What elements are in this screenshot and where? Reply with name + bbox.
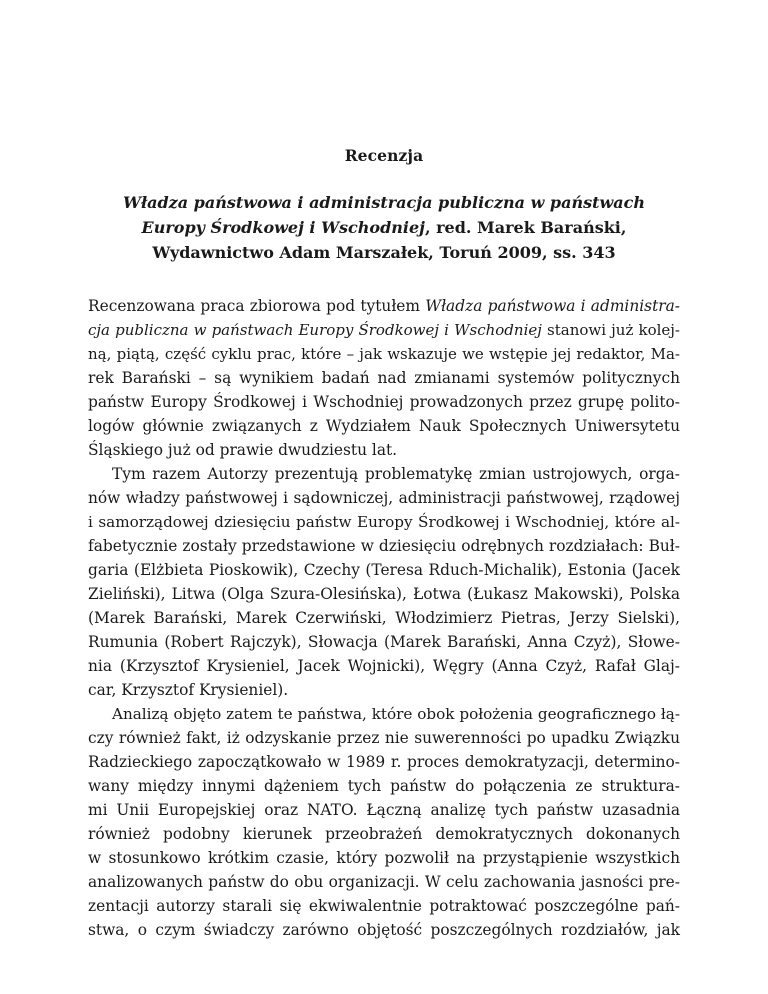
- review-body: [88, 294, 680, 942]
- p3-line-6: również podobny kierunek przeobrażeń demokratycznych dokonanych: [88, 825, 680, 843]
- p2-line-8: Rumunia (Robert Rajczyk), Słowacja (Marek Barański, Anna Czyż), Słowe-: [88, 633, 680, 651]
- document-page: [88, 0, 680, 994]
- p1-line-1: [88, 294, 680, 318]
- p2-line-7: (Marek Barański, Marek Czerwiński, Włodzimierz Pietras, Jerzy Sielski),: [88, 609, 680, 627]
- p2-line-5: garia (Elżbieta Pioskowik), Czechy (Teresa Rduch-Michalik), Estonia (Jacek: [88, 561, 680, 579]
- book-publisher-line: Wydawnictwo Adam Marszałek, Toruń 2009, ss. 343: [152, 243, 616, 262]
- p3-line-3: Radzieckiego zapoczątkowało w 1989 r. proces demokratyzacji, determino-: [88, 753, 680, 771]
- p2-line-1: Tym razem Autorzy prezentują problematykę zmian ustrojowych, orga-: [112, 465, 680, 483]
- p3-line-9: zentacji autorzy starali się ekwiwalentnie potraktować poszczególne pań-: [88, 897, 680, 915]
- p1-line-3: ną, piątą, część cyklu prac, które – jak wskazuje we wstępie jej redaktor, Ma-: [88, 345, 680, 363]
- p1-line-2-text: stanowi już kolej-: [541, 321, 681, 339]
- p1-line-4: rek Barański – są wynikiem badań nad zmianami systemów politycznych: [88, 369, 680, 387]
- p3-line-2: czy również fakt, iż odzyskanie przez nie suwerenności po upadku Związku: [88, 729, 680, 747]
- p3-line-4: wany między innymi dążeniem tych państw do połączenia ze struktura-: [88, 777, 680, 795]
- p2-line-6: Zieliński), Litwa (Olga Szura-Olesińska), Łotwa (Łukasz Makowski), Polska: [88, 585, 680, 603]
- p2-line-4: fabetycznie zostały przedstawione w dziesięciu odrębnych rozdziałach: Buł-: [88, 537, 680, 555]
- book-editor: , red. Marek Barański,: [424, 218, 627, 237]
- p2-line-2: nów władzy państwowej i sądowniczej, administracji państwowej, rządowej: [88, 489, 680, 507]
- p2-line-9: nia (Krzysztof Krysieniel, Jacek Wojnicki), Węgry (Anna Czyż, Rafał Glaj-: [88, 657, 680, 675]
- p1-line-2-italic: cja publiczna w państwach Europy Środkowej i Wschodniej: [88, 321, 542, 339]
- p1-line-7: Śląskiego już od prawie dwudziestu lat.: [88, 441, 398, 459]
- book-title-line-2: [88, 215, 680, 240]
- p3-line-1: Analizą objęto zatem te państwa, które obok położenia geograficznego łą-: [112, 705, 680, 723]
- p2-line-10: car, Krzysztof Krysieniel).: [88, 681, 289, 699]
- section-heading: Recenzja: [344, 146, 424, 165]
- p2-line-3: i samorządowej dziesięciu państw Europy Środkowej i Wschodniej, które al-: [88, 513, 680, 531]
- p1-line-1-italic: Władza państwowa i administra-: [425, 297, 680, 315]
- p3-line-5: mi Unii Europejskiej oraz NATO. Łączną analizę tych państw uzasadnia: [88, 801, 680, 819]
- p1-line-6: logów głównie związanych z Wydziałem Nauk Społecznych Uniwersytetu: [88, 417, 680, 435]
- p3-line-8: analizowanych państw do obu organizacji. W celu zachowania jasności pre-: [88, 873, 680, 891]
- reviewed-book-citation: [88, 190, 680, 265]
- book-title-italic-part-2: Europy Środkowej i Wschodniej: [141, 218, 425, 237]
- book-title-line-1: [88, 190, 680, 215]
- book-title-italic-part-1: Władza państwowa i administracja publiczna w państwach: [122, 193, 646, 212]
- p1-line-2: [88, 318, 680, 342]
- p1-line-1-text: Recenzowana praca zbiorowa pod tytułem: [88, 297, 426, 315]
- p3-line-10: stwa, o czym świadczy zarówno objętość poszczególnych rozdziałów, jak: [88, 921, 680, 939]
- p3-line-7: w stosunkowo krótkim czasie, który pozwolił na przystąpienie wszystkich: [88, 849, 680, 867]
- p1-line-5: państw Europy Środkowej i Wschodniej prowadzonych przez grupę polito-: [88, 393, 680, 411]
